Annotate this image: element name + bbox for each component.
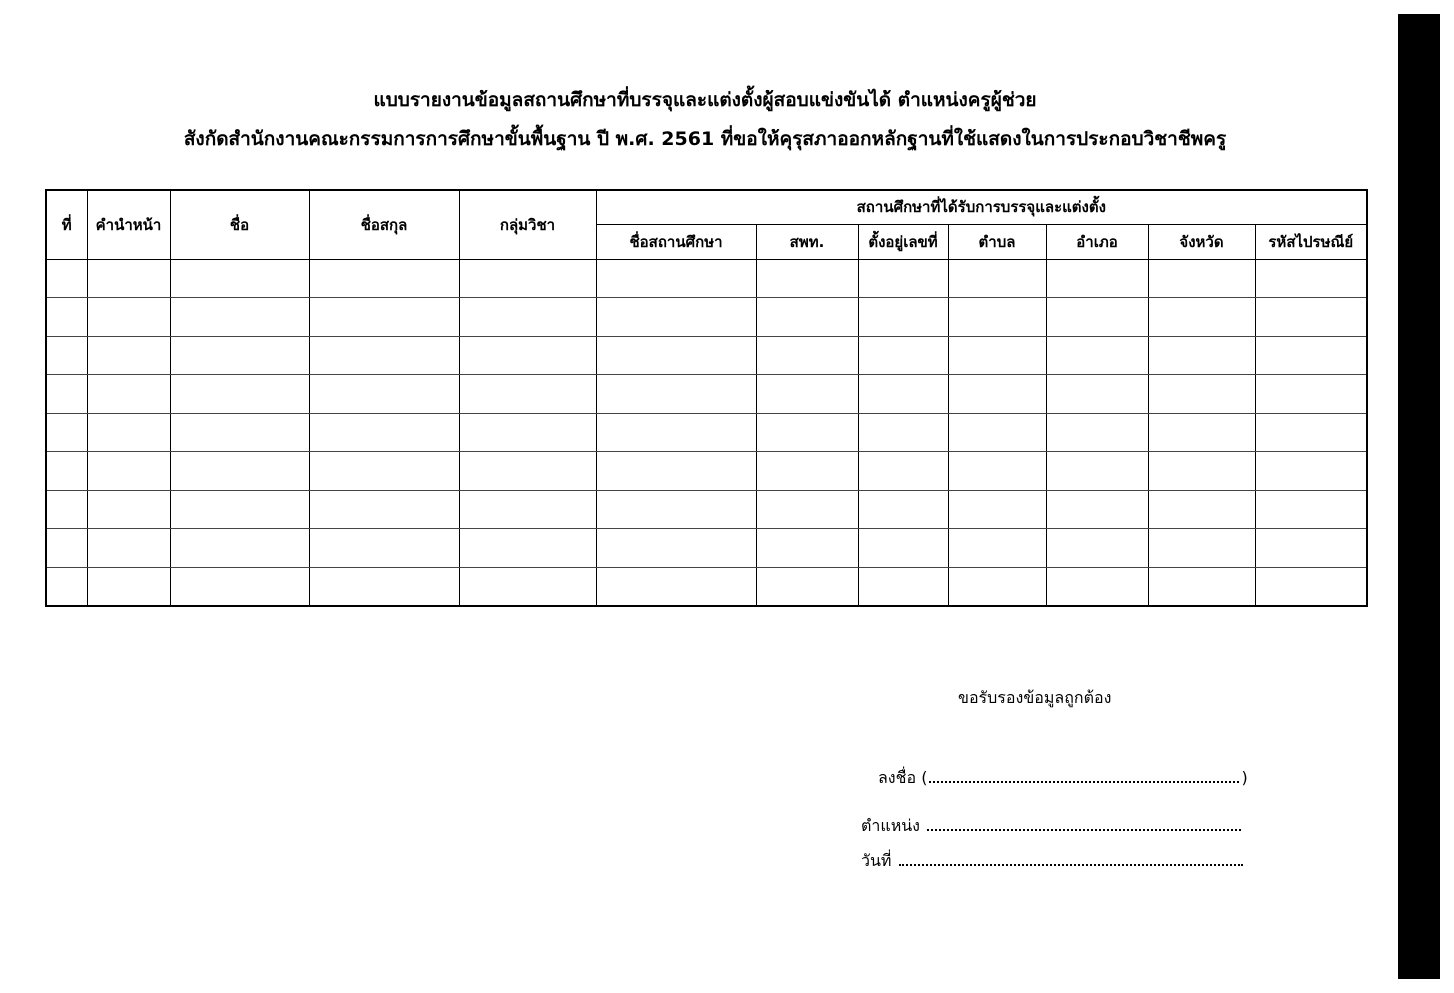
table-row xyxy=(46,413,1367,452)
table-cell xyxy=(87,375,170,414)
table-cell xyxy=(756,413,858,452)
header-district: อำเภอ xyxy=(1046,224,1148,259)
header-address-no: ตั้งอยู่เลขที่ xyxy=(858,224,948,259)
table-cell xyxy=(1148,336,1255,375)
date-line xyxy=(861,849,1245,874)
signature-line xyxy=(878,766,1248,791)
date-dots xyxy=(899,863,1243,866)
table-cell xyxy=(459,336,596,375)
table-row xyxy=(46,529,1367,568)
table-cell xyxy=(46,259,87,298)
table-cell xyxy=(1148,529,1255,568)
table-cell xyxy=(596,336,756,375)
table-cell xyxy=(1148,375,1255,414)
table-cell xyxy=(170,567,309,606)
table-cell xyxy=(87,529,170,568)
table-cell xyxy=(756,298,858,337)
table-cell xyxy=(756,375,858,414)
sign-close-paren: ) xyxy=(1241,768,1248,787)
table-cell xyxy=(1046,298,1148,337)
table-cell xyxy=(309,259,459,298)
header-subdistrict: ตำบล xyxy=(948,224,1046,259)
table-cell xyxy=(1046,375,1148,414)
table-cell xyxy=(1255,490,1367,529)
table-cell xyxy=(596,375,756,414)
table-cell xyxy=(596,529,756,568)
report-table xyxy=(45,189,1368,607)
table-cell xyxy=(46,529,87,568)
table-cell xyxy=(948,336,1046,375)
table-cell xyxy=(170,529,309,568)
table-cell xyxy=(1255,567,1367,606)
table-cell xyxy=(170,375,309,414)
table-cell xyxy=(87,336,170,375)
table-cell xyxy=(948,529,1046,568)
table-cell xyxy=(756,490,858,529)
header-no: ที่ xyxy=(46,190,87,259)
table-cell xyxy=(858,567,948,606)
table-cell xyxy=(170,298,309,337)
form-title-line2: สังกัดสำนักงานคณะกรรมการการศึกษาขั้นพื้นฐาน ปี พ.ศ. 2561 ที่ขอให้คุรุสภาออกหลักฐานที่ใช้แสดงในการประกอบวิชาชีพครู xyxy=(183,128,1227,150)
header-surname: ชื่อสกุล xyxy=(309,190,459,259)
table-cell xyxy=(948,375,1046,414)
table-cell xyxy=(948,298,1046,337)
table-cell xyxy=(1046,336,1148,375)
table-cell xyxy=(596,298,756,337)
form-title-line1: แบบรายงานข้อมูลสถานศึกษาที่บรรจุและแต่งตั้งผู้สอบแข่งขันได้ ตำแหน่งครูผู้ช่วย xyxy=(373,89,1037,111)
table-cell xyxy=(170,259,309,298)
table-cell xyxy=(596,452,756,491)
table-cell xyxy=(309,567,459,606)
table-cell xyxy=(46,413,87,452)
table-cell xyxy=(459,529,596,568)
table-cell xyxy=(459,298,596,337)
table-cell xyxy=(309,529,459,568)
table-cell xyxy=(1255,529,1367,568)
table-cell xyxy=(1255,375,1367,414)
table-cell xyxy=(596,490,756,529)
header-school-name: ชื่อสถานศึกษา xyxy=(596,224,756,259)
table-cell xyxy=(459,490,596,529)
table-cell xyxy=(46,452,87,491)
position-line xyxy=(861,814,1243,839)
table-cell xyxy=(596,259,756,298)
table-cell xyxy=(1046,567,1148,606)
table-row xyxy=(46,375,1367,414)
sign-dots xyxy=(929,780,1239,783)
date-label: วันที่ xyxy=(861,851,892,870)
table-cell xyxy=(596,567,756,606)
sign-label: ลงชื่อ xyxy=(878,768,917,787)
table-cell xyxy=(459,567,596,606)
table-cell xyxy=(170,336,309,375)
table-cell xyxy=(459,452,596,491)
table-cell xyxy=(1255,413,1367,452)
table-cell xyxy=(87,298,170,337)
header-area-office: สพท. xyxy=(756,224,858,259)
table-cell xyxy=(756,336,858,375)
table-cell xyxy=(1255,452,1367,491)
table-cell xyxy=(858,375,948,414)
header-subject-group: กลุ่มวิชา xyxy=(459,190,596,259)
table-cell xyxy=(309,298,459,337)
table-cell xyxy=(459,259,596,298)
table-cell xyxy=(46,298,87,337)
table-cell xyxy=(46,567,87,606)
table-cell xyxy=(1255,259,1367,298)
header-prefix: คำนำหน้า xyxy=(87,190,170,259)
table-cell xyxy=(756,452,858,491)
table-cell xyxy=(87,490,170,529)
table-cell xyxy=(46,375,87,414)
table-cell xyxy=(1148,259,1255,298)
table-cell xyxy=(948,490,1046,529)
table-cell xyxy=(87,259,170,298)
table-cell xyxy=(858,413,948,452)
table-cell xyxy=(46,336,87,375)
sign-open-paren: ( xyxy=(921,768,928,787)
table-cell xyxy=(596,413,756,452)
table-cell xyxy=(309,375,459,414)
header-school-group: สถานศึกษาที่ได้รับการบรรจุและแต่งตั้ง xyxy=(596,190,1367,224)
table-cell xyxy=(858,529,948,568)
table-cell xyxy=(948,413,1046,452)
table-cell xyxy=(309,413,459,452)
table-cell xyxy=(858,490,948,529)
table-cell xyxy=(948,452,1046,491)
table-cell xyxy=(1046,490,1148,529)
table-cell xyxy=(1046,413,1148,452)
table-cell xyxy=(948,567,1046,606)
table-cell xyxy=(309,490,459,529)
table-cell xyxy=(1255,298,1367,337)
table-cell xyxy=(1046,259,1148,298)
table-row xyxy=(46,298,1367,337)
table-cell xyxy=(459,375,596,414)
table-cell xyxy=(170,490,309,529)
table-cell xyxy=(87,413,170,452)
table-cell xyxy=(1046,529,1148,568)
table-cell xyxy=(756,529,858,568)
table-cell xyxy=(756,567,858,606)
header-name: ชื่อ xyxy=(170,190,309,259)
table-body xyxy=(46,259,1367,606)
table-cell xyxy=(858,452,948,491)
table-cell xyxy=(1148,413,1255,452)
table-cell xyxy=(170,452,309,491)
table-cell xyxy=(1148,452,1255,491)
table-cell xyxy=(1148,567,1255,606)
table-cell xyxy=(1046,452,1148,491)
header-province: จังหวัด xyxy=(1148,224,1255,259)
scan-edge-bar xyxy=(1398,14,1440,979)
table-row xyxy=(46,567,1367,606)
table-cell xyxy=(87,452,170,491)
table-cell xyxy=(459,413,596,452)
table-row xyxy=(46,452,1367,491)
position-label: ตำแหน่ง xyxy=(861,816,920,835)
table-cell xyxy=(87,567,170,606)
table-cell xyxy=(858,298,948,337)
table-cell xyxy=(309,336,459,375)
table-cell xyxy=(1148,298,1255,337)
table-cell xyxy=(948,259,1046,298)
table-row xyxy=(46,490,1367,529)
table-cell xyxy=(756,259,858,298)
table-cell xyxy=(858,336,948,375)
position-dots xyxy=(927,828,1241,831)
table-cell xyxy=(1148,490,1255,529)
table-cell xyxy=(46,490,87,529)
table-cell xyxy=(858,259,948,298)
table-cell xyxy=(170,413,309,452)
table-cell xyxy=(309,452,459,491)
table-row xyxy=(46,336,1367,375)
certify-text: ขอรับรองข้อมูลถูกต้อง xyxy=(958,688,1112,707)
table-row xyxy=(46,259,1367,298)
header-postcode: รหัสไปรษณีย์ xyxy=(1255,224,1367,259)
table-cell xyxy=(1255,336,1367,375)
